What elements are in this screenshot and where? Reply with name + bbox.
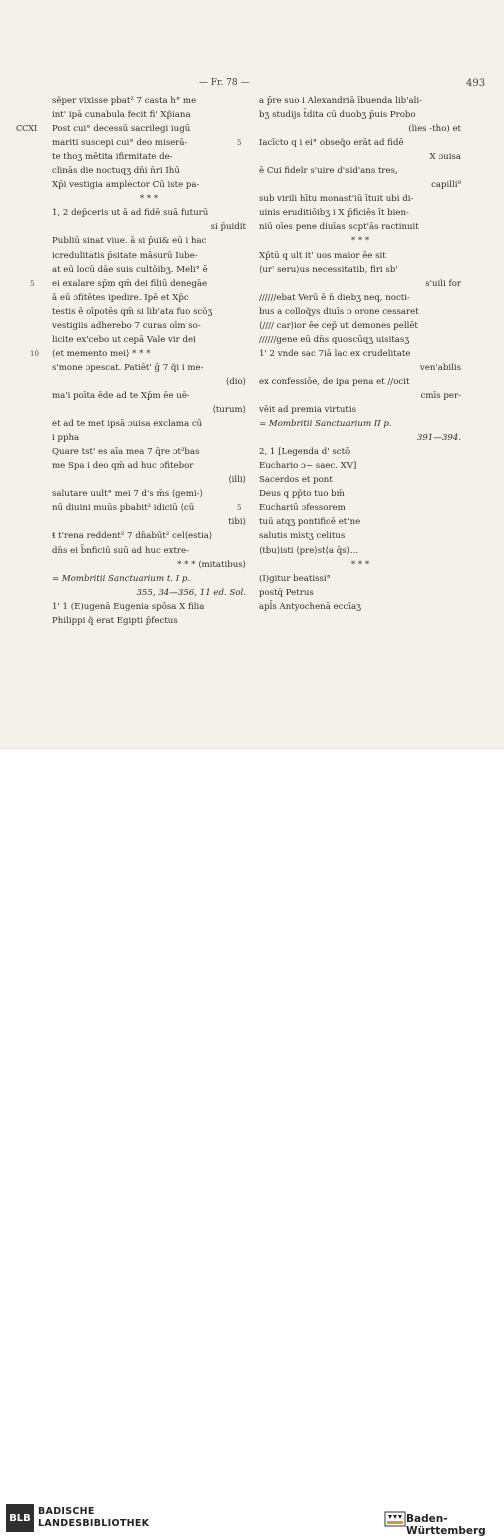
right-column-line [259,234,461,248]
left-column-line [52,600,246,614]
right-column-line [259,150,461,164]
left-column-line [52,178,246,192]
line-text: ex confessiōe, de ipa pena et //ocit [259,376,410,387]
line-text: sub virili hītu monast'iū ītuit ubi di- [259,194,414,205]
right-column-line [259,347,461,361]
line-text: capilli⁹ [431,180,461,191]
state-name: Baden-Württemberg [406,1513,486,1537]
line-text: * * * [139,194,159,205]
right-column-line [259,473,461,487]
left-column-line [52,515,246,529]
line-text: Xp̄i vestigia amplector Cū iste pa- [52,180,200,191]
right-column-line [237,501,461,515]
right-column-line [259,375,461,389]
left-column-line [52,389,246,403]
line-text: = Mombritii Sanctuarium II p. [259,419,392,430]
line-text: = Mombritii Sanctuarium t. I p. [52,573,191,584]
right-column-line [259,263,461,277]
right-column-line [259,94,461,108]
line-text: ⟨turum⟩ [212,405,246,416]
right-column-line [259,305,461,319]
left-column-line [52,445,246,459]
line-text: ⟨ur' seru⟩us necessitatib, firi sb' [259,264,398,275]
line-text: tibi⟩ [228,517,246,528]
line-text: cmīs per- [420,390,461,401]
line-text: Publiū sinat viue. ā si p̄ui& eū i hac [52,236,207,247]
margin-number: 5 [30,279,35,288]
right-column-line [259,249,461,263]
right-column-line [259,515,461,529]
line-text: i ppha [52,433,80,444]
left-column-line [52,586,246,600]
line-text: * * * [350,559,370,570]
right-column-line [259,108,461,122]
line-text: tuū atqʒ pontificē et'ne [259,517,361,528]
right-column-line [259,544,461,558]
right-column-line [259,459,461,473]
left-column-line [52,108,246,122]
line-text: //////gene eū dn̄s quoscūqʒ uisitasʒ [259,334,410,345]
line-text: Euchario ɔ~ saec. XV] [259,461,357,472]
line-text: nū diuini muūs pbabit² idiciū ⟨cū [52,503,195,514]
right-column-line [259,586,461,600]
line-text: ei exalare sp̄m qm̄ dei filiū denegāe [52,278,208,289]
margin-number: 10 [30,349,39,358]
left-column-line [16,122,246,136]
line-text: me Spa i deo qm̄ ad huc ɔfitebor [52,461,194,472]
line-text: at eū locū dāe suis cultōibʒ. Meli° ē [52,264,208,275]
line-text: clinās die noctuqʒ dn̄i n̄ri Ihū [52,166,180,177]
line-text: te thoʒ mētita ifirmitate de- [52,152,173,163]
manuscript-page [0,0,504,748]
line-text: Quare tst' es aīa mea 7 q̄re ɔt²bas [52,447,200,458]
right-column-line [259,164,461,178]
right-column-line [259,122,461,136]
page-number: 493 [466,78,486,89]
footer-bar [0,748,504,1537]
margin-number: CCXI [16,124,38,134]
left-column-line [52,558,246,572]
right-column-line [259,417,461,431]
line-text: testis ē oīpotēs qm̄ si lib'ata fuo scōʒ [52,306,213,317]
line-text: ŧ t'rena reddent² 7 dn̄abūt² cel⟨estia⟩ [52,531,213,542]
line-text: ma'i poīta ēde ad te Xp̄m ēe uē- [52,390,190,401]
right-column-line [259,291,461,305]
line-text: et ad te met ipsā ɔuisa exclama cū [52,419,203,430]
left-column-line [30,347,246,361]
right-column-line [259,206,461,220]
line-text: Post cui° decessū sacrilegi iugū [52,124,191,135]
line-text: * * * [350,236,370,247]
left-column-line [52,375,246,389]
line-text: icredulitatis p̄sitate māsurū Iube- [52,250,198,261]
line-text: 1' 1 (E)ugenā Eugenia spōsa X filia [52,601,205,612]
line-text: 1' 2 vnde sac 7iā lac ex crudelitate [259,348,411,359]
line-text: ⟨tbu⟩isti ⟨pre⟩st⟨a q̄s⟩... [259,545,359,556]
right-column-line [259,431,461,445]
left-column-line [52,136,246,150]
left-column-line [52,192,246,206]
line-text: 391—394. [416,433,461,444]
left-column-line [52,263,246,277]
left-column-line [52,614,246,628]
line-text: ā eū ɔfitētes ipedire. Ipē et Xp̄c [52,292,189,303]
right-column-line [259,277,461,291]
left-column-line [52,206,246,220]
margin-number: 5 [237,504,242,513]
left-column-line [52,94,246,108]
line-text: X ɔuisa [429,152,461,163]
right-column-line [259,220,461,234]
line-text: ē Cui fidelr s'uire d'sid'ans tres, [259,166,398,177]
left-column-line [52,150,246,164]
left-column-line [52,291,246,305]
state-crest-icon [384,1509,406,1529]
line-text: postq̄ Petrus [259,587,314,598]
margin-number: 5 [237,139,242,148]
line-text: niū oīes pene diuīas scpt'ās ractinuit [259,222,419,233]
right-column-line [259,529,461,543]
line-text: Sacerdos et pont [259,475,333,486]
line-text: Euchariū ɔfessorem [259,503,346,514]
line-text: si p̄uidit [210,222,246,233]
right-column-line [237,136,461,150]
left-column-line [52,164,246,178]
line-text: sẽper vixisse pbat² 7 casta h° me [52,96,197,106]
left-column-line [52,220,246,234]
left-column-line [52,417,246,431]
line-text: * * * ⟨mitatibus⟩ [177,559,246,570]
line-text: 355, 34—356, 11 ed. Sol. [136,587,246,598]
line-text: dn̄s ei b̄nficiū suū ad huc extre- [52,545,190,556]
right-column-line [259,192,461,206]
left-column-line [30,277,246,291]
line-text: bʒ studijs t̄dita cū duobʒ p̄uis Probo [259,110,416,121]
line-text: salutare uult° mei 7 d's m̄s ⟨gemi-⟩ [52,489,203,500]
line-text: uinis eruditiōibʒ i X p̄ficiēs īt bien- [259,208,409,219]
line-text: licite ex'cebo ut cepā Vale vir dei [52,334,196,345]
right-column-line [259,487,461,501]
right-column-line [259,178,461,192]
right-column-line [259,572,461,586]
line-text: Philippi q̃ erat Egipti p̄fectus [52,615,178,626]
right-column-line [259,600,461,614]
left-column-line [52,473,246,487]
left-column-line [52,529,246,543]
right-column-line [259,403,461,417]
library-name-line1: BADISCHE [38,1506,95,1517]
left-column-line [52,487,246,501]
line-text: vēit ad premia virtutis [259,405,356,416]
left-column-line [52,431,246,445]
line-text: s'uili for [425,278,461,289]
line-text: //////ebat Verū ē n̄ diebʒ neq, nocti- [259,292,410,303]
right-column-line [259,361,461,375]
right-column-line [259,445,461,459]
line-text: salutis mistʒ celitus [259,531,346,542]
line-text: mariti suscepi cui° deo miserā- [52,138,188,149]
line-text: s'mone ɔpescat. Patiēt' ḡ 7 q̃i i me- [52,362,204,373]
left-column-line [52,234,246,248]
left-column-line [52,361,246,375]
left-column-line [52,333,246,347]
running-header: — Fr. 78 — [199,78,250,88]
left-column-line [52,305,246,319]
library-name-line2: LANDESBIBLIOTHEK [38,1518,150,1529]
line-text: int' ipā cunabula fecit fi' Xp̃iana [52,110,191,121]
line-text: bus a colloq̃ys diuīs ɔ orone cessaret [259,306,419,317]
line-text: apl̄s Antyochenā eccīaʒ [259,601,361,612]
left-text-column [16,94,246,628]
line-text: ven'abilis [419,362,461,373]
right-column-line [259,333,461,347]
right-column-line [259,319,461,333]
blb-logo[interactable]: BLB [6,1504,34,1532]
line-text: ⟨//// car⟩ior ēe cep̄ ut demones pellēt [259,320,418,331]
left-column-line [52,501,246,515]
line-text: ⟨et memento mei⟩ * * * [52,348,151,359]
line-text: Iacīcto q i ei° obseq̃o erāt ad fidē [259,138,404,149]
line-text: ⟨dio⟩ [225,376,246,387]
line-text: ⟨illi⟩ [228,475,246,486]
line-text: Deus q pp̄to tuo bm̄ [259,489,345,500]
line-text: (lies -tho) et [408,124,461,135]
left-column-line [52,319,246,333]
line-text: a p̄re suo i Alexandriā ībuenda lib'ali- [259,96,423,106]
line-text: (I)gitur beatissi° [259,573,331,584]
left-column-line [52,572,246,586]
left-column-line [52,403,246,417]
left-column-line [52,459,246,473]
right-column-line [259,389,461,403]
left-column-line [52,249,246,263]
line-text: vestigiis adherebo 7 curas oīm so- [52,320,201,331]
right-column-line [259,558,461,572]
left-column-line [52,544,246,558]
line-text: Xp̄tū q ult it' uos maior ēe sit [259,250,386,261]
line-text: 1, 2 dep̄ceris ut ā ad fidē suā futurū [52,208,209,219]
line-text: 2, 1 [Legenda d' sctō [259,447,351,458]
